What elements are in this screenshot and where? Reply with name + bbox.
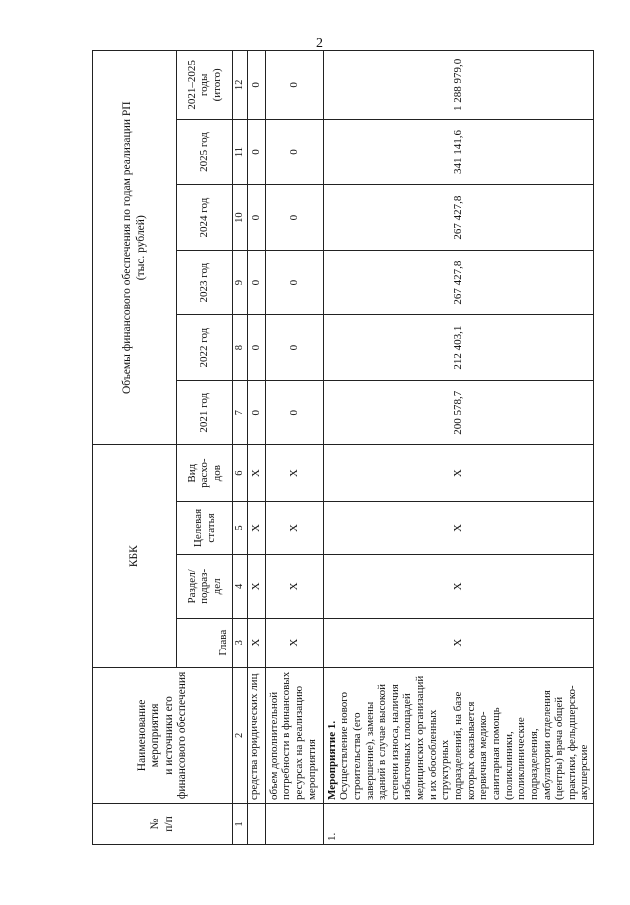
column-number: 9 [233, 250, 248, 315]
kbk-cell: X [248, 618, 266, 667]
row-name: объем дополнительной потребности в финансовых ресурсах на реализацию мероприятия [265, 667, 323, 803]
value-cell: 1 288 979,0 [323, 51, 593, 120]
value-cell: 212 403,1 [323, 315, 593, 381]
value-cell: 267 427,8 [323, 250, 593, 315]
kbk-cell: X [248, 445, 266, 501]
column-number: 10 [233, 185, 248, 251]
kbk-cell: X [248, 555, 266, 619]
value-cell: 0 [265, 119, 323, 185]
value-cell: 0 [248, 185, 266, 251]
header-num: № п/п [93, 804, 233, 845]
header-name: Наименование мероприятия и источники его финансового обеспечения [93, 667, 233, 803]
kbk-cell: X [265, 501, 323, 554]
value-cell: 0 [248, 250, 266, 315]
header-kbk-col: Вид расхо- дов [177, 445, 233, 501]
header-year: 2021 год [177, 380, 233, 445]
header-kbk-col: Глава [177, 618, 233, 667]
column-number: 8 [233, 315, 248, 381]
table-row [323, 51, 593, 845]
value-cell: 0 [248, 380, 266, 445]
kbk-cell: X [323, 555, 593, 619]
value-cell: 0 [265, 51, 323, 120]
value-cell: 200 578,7 [323, 380, 593, 445]
funding-table [92, 50, 594, 845]
header-kbk-col: Раздел/ подраз- дел [177, 555, 233, 619]
kbk-cell: X [323, 445, 593, 501]
header-year: 2021–2025 годы (итого) [177, 51, 233, 120]
row-num: 1. [323, 804, 593, 845]
row-num [248, 804, 266, 845]
kbk-cell: X [265, 555, 323, 619]
value-cell: 0 [265, 250, 323, 315]
row-num [265, 804, 323, 845]
header-kbk-col: Целевая статья [177, 501, 233, 554]
column-number: 4 [233, 555, 248, 619]
kbk-cell: X [248, 501, 266, 554]
value-cell: 0 [248, 315, 266, 381]
column-number: 2 [233, 667, 248, 803]
column-number: 3 [233, 618, 248, 667]
row-name-text: Осуществление нового строительства (его завершение), замены зданий в случае высокой степени износа, наличия избыточных площадей медицинских организаций и их обособленных структурных подразделений, на базе которых оказывается первичная медико-санитарная помощь (поликлиники, поликлинические подразделения, амбулатории отделения (центры) врача общей практики, фельдшерско-акушерские [338, 675, 591, 801]
page-number: 2 [316, 36, 323, 51]
value-cell: 341 141,6 [323, 119, 593, 185]
table-row [248, 51, 266, 845]
column-number-row [233, 51, 248, 845]
header-year: 2024 год [177, 185, 233, 251]
kbk-cell: X [323, 501, 593, 554]
value-cell: 0 [248, 119, 266, 185]
kbk-cell: X [265, 445, 323, 501]
column-number: 1 [233, 804, 248, 845]
value-cell: 0 [265, 380, 323, 445]
row-name: средства юридических лиц [248, 667, 266, 803]
row-name [323, 667, 593, 803]
column-number: 5 [233, 501, 248, 554]
column-number: 6 [233, 445, 248, 501]
kbk-cell: X [265, 618, 323, 667]
header-kbk: КБК [93, 445, 177, 667]
column-number: 11 [233, 119, 248, 185]
value-cell: 0 [248, 51, 266, 120]
value-cell: 267 427,8 [323, 185, 593, 251]
header-year: 2022 год [177, 315, 233, 381]
table-row [265, 51, 323, 845]
value-cell: 0 [265, 315, 323, 381]
header-year: 2023 год [177, 250, 233, 315]
header-year: 2025 год [177, 119, 233, 185]
value-cell: 0 [265, 185, 323, 251]
column-number: 7 [233, 380, 248, 445]
row-name-bold: Мероприятие 1. [325, 720, 338, 801]
kbk-cell: X [323, 618, 593, 667]
header-funding: Объемы финансового обеспечения по годам реализации РП (тыс. рублей) [93, 51, 177, 445]
column-number: 12 [233, 51, 248, 120]
rotated-page [92, 50, 589, 845]
